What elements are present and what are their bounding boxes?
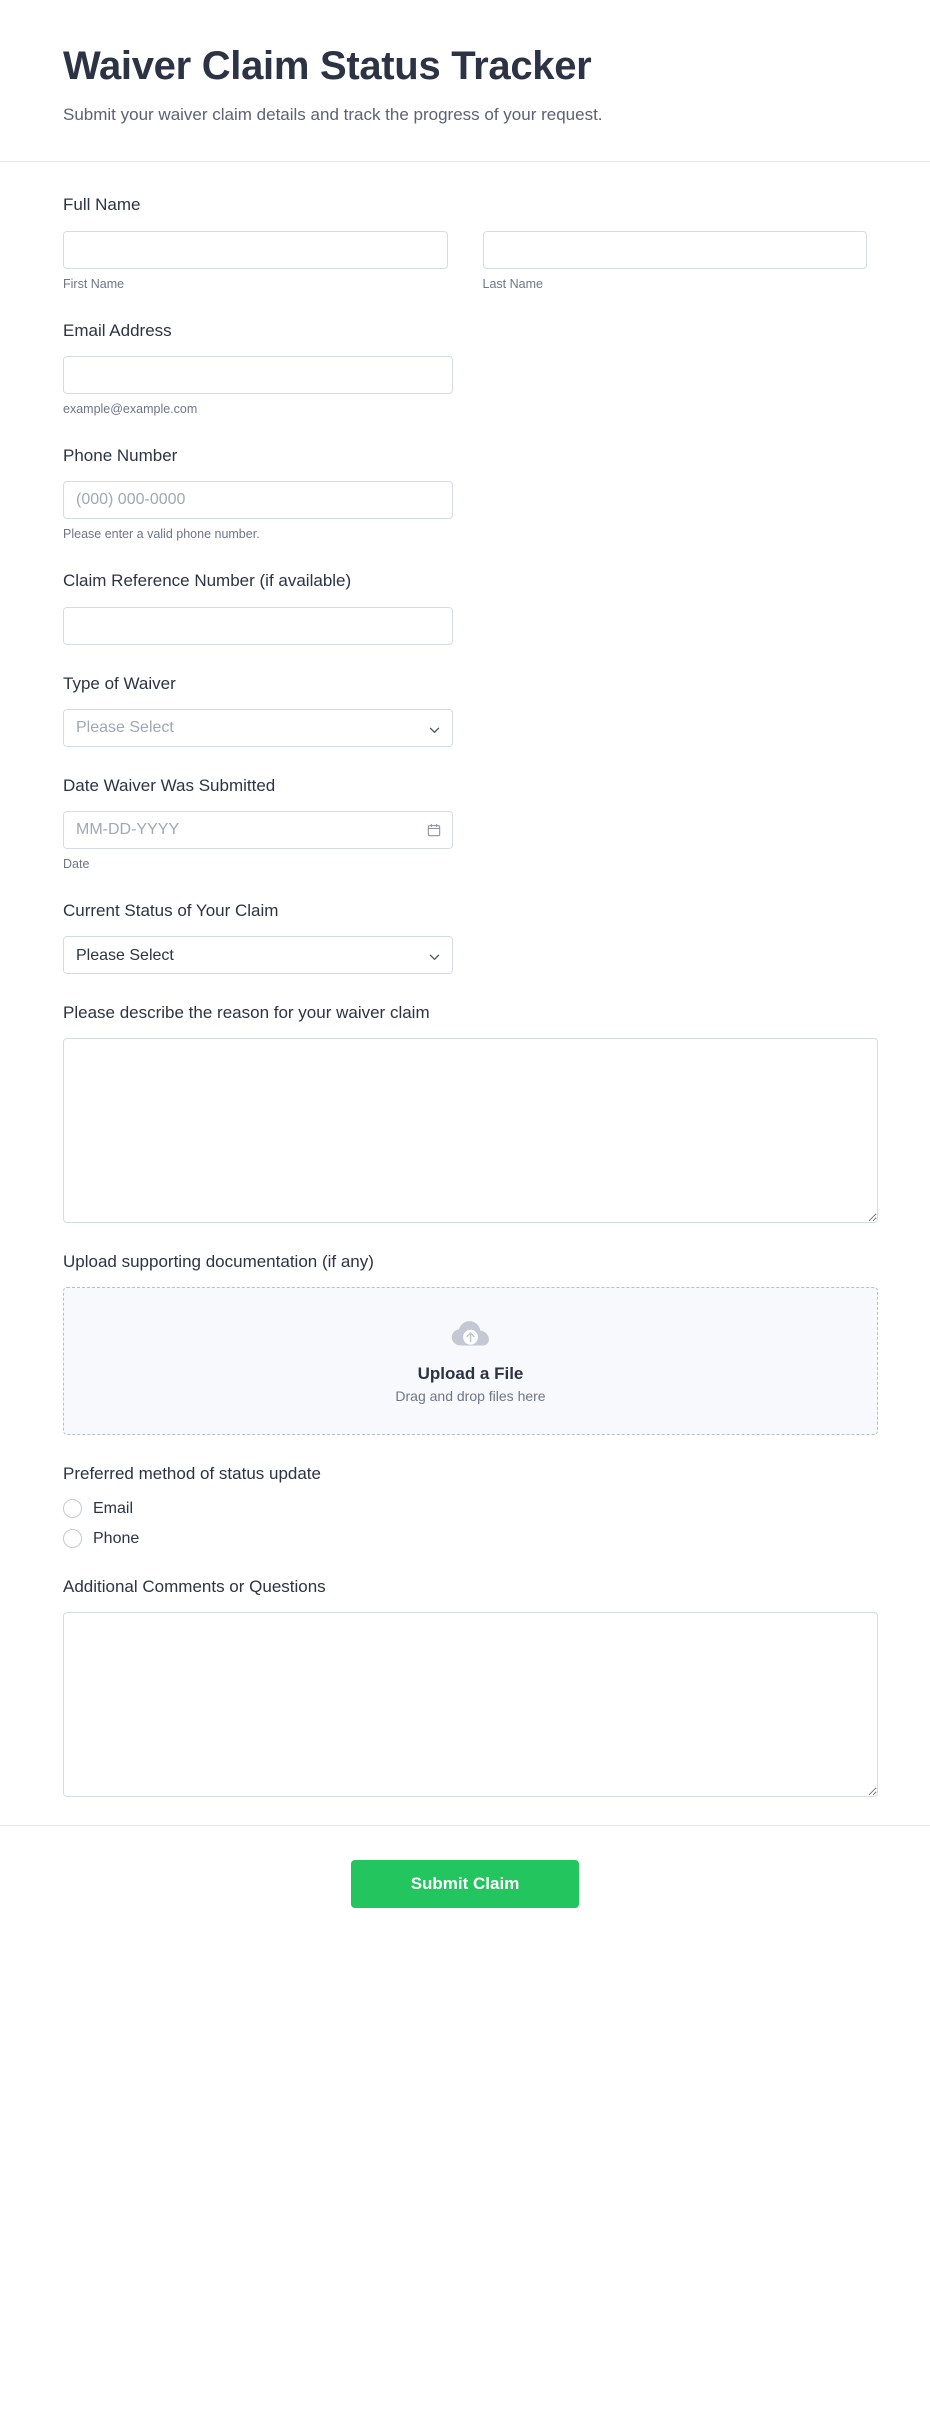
waiver-type-select-wrap (63, 709, 453, 747)
email-label: Email Address (63, 320, 172, 340)
field-update-method (63, 1463, 867, 1548)
field-claim-status (63, 900, 867, 974)
upload-label: Upload supporting documentation (if any) (63, 1252, 374, 1272)
form-footer (0, 1825, 930, 1948)
claim-reference-group (63, 607, 453, 645)
field-full-name (63, 194, 867, 291)
page-title: Waiver Claim Status Tracker (63, 44, 592, 88)
form-body (0, 162, 930, 1797)
phone-label: Phone Number (63, 446, 178, 466)
reason-textarea[interactable] (63, 1038, 878, 1223)
comments-textarea[interactable] (63, 1612, 878, 1797)
first-name-input[interactable] (63, 231, 448, 269)
reason-label: Please describe the reason for your waiver claim (63, 1003, 430, 1023)
phone-input[interactable] (63, 481, 453, 519)
field-email (63, 320, 867, 417)
upload-title: Upload a File (417, 1363, 524, 1383)
claim-status-label: Current Status of Your Claim (63, 901, 279, 920)
phone-hint: Please enter a valid phone number. (63, 527, 260, 542)
date-submitted-label: Date Waiver Was Submitted (63, 775, 276, 795)
first-name-sublabel: First Name (63, 276, 125, 291)
page-subtitle: Submit your waiver claim details and track the progress of your request. (63, 104, 603, 124)
email-field[interactable] (63, 356, 453, 394)
radio-option-email[interactable] (63, 1499, 867, 1518)
date-submitted-group (63, 811, 453, 849)
email-group (63, 356, 453, 417)
field-comments (63, 1576, 867, 1797)
radio-circle-icon[interactable] (63, 1499, 82, 1518)
date-submitted-input[interactable] (63, 811, 453, 849)
field-reason (63, 1002, 867, 1223)
upload-subtitle: Drag and drop files here (395, 1387, 546, 1404)
date-submitted-sublabel: Date (63, 856, 90, 871)
phone-group (63, 481, 453, 542)
first-name-group (63, 231, 448, 292)
email-sublabel: example@example.com (63, 401, 198, 416)
claim-reference-label: Claim Reference Number (if available) (63, 571, 352, 591)
waiver-type-label: Type of Waiver (63, 673, 176, 693)
file-dropzone[interactable] (63, 1287, 878, 1435)
field-waiver-type (63, 673, 867, 747)
form-header (0, 0, 930, 162)
field-upload (63, 1251, 867, 1435)
radio-option-phone[interactable] (63, 1529, 867, 1548)
last-name-sublabel: Last Name (482, 276, 543, 291)
field-phone (63, 445, 867, 542)
claim-status-select-wrap (63, 936, 453, 974)
update-method-label: Preferred method of status update (63, 1464, 321, 1484)
last-name-input[interactable] (483, 231, 868, 269)
submit-claim-button[interactable]: Submit Claim (351, 1860, 579, 1908)
claim-status-select[interactable] (63, 936, 453, 974)
radio-label-phone: Phone (93, 1529, 140, 1547)
claim-reference-input[interactable] (63, 607, 453, 645)
radio-label-email: Email (93, 1499, 134, 1517)
field-date-submitted (63, 775, 867, 872)
radio-circle-icon[interactable] (63, 1529, 82, 1548)
comments-label: Additional Comments or Questions (63, 1577, 326, 1597)
last-name-group (483, 231, 868, 292)
full-name-label: Full Name (63, 195, 141, 215)
upload-cloud-icon (450, 1319, 492, 1356)
field-claim-reference (63, 570, 867, 644)
full-name-row (63, 231, 867, 292)
waiver-type-select[interactable] (63, 709, 453, 747)
